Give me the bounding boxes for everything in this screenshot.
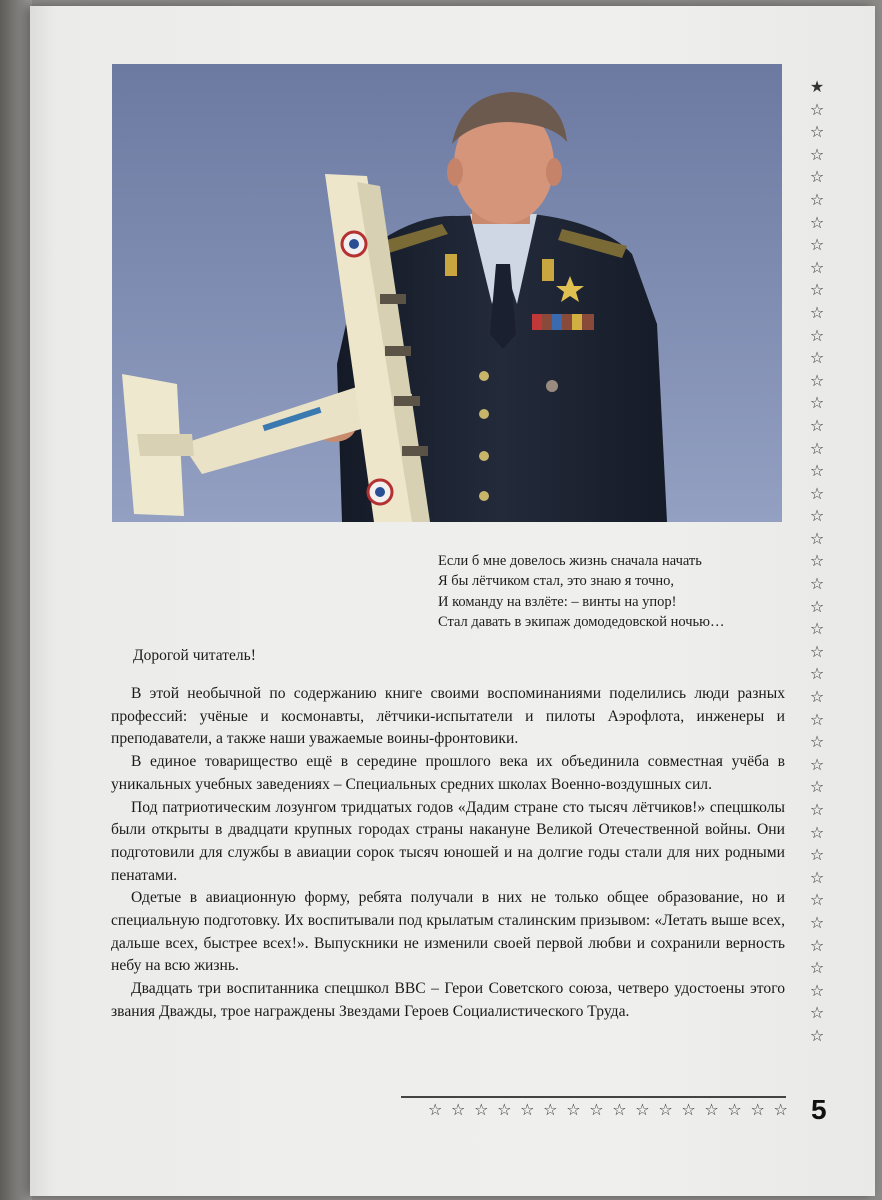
star-outline-icon: ☆	[809, 415, 825, 435]
star-outline-icon: ☆	[809, 257, 825, 277]
star-outline-icon: ☆	[681, 1100, 696, 1119]
star-outline-icon: ☆	[809, 483, 825, 503]
star-outline-icon: ☆	[809, 980, 825, 1000]
star-outline-icon: ☆	[589, 1100, 604, 1119]
star-outline-icon: ☆	[451, 1100, 466, 1119]
star-outline-icon: ☆	[809, 528, 825, 548]
star-outline-icon: ☆	[809, 122, 825, 142]
star-outline-icon: ☆	[809, 754, 825, 774]
star-outline-icon: ☆	[809, 596, 825, 616]
star-outline-icon: ☆	[809, 461, 825, 481]
book-spine-shadow	[0, 0, 32, 1200]
filled-star-icon: ★	[809, 77, 825, 96]
paragraph: Под патриотическим лозунгом тридцатых годов «Дадим стране сто тысяч лётчиков!» спецшколы были открыты в двадцати крупных городах страны накануне Великой Отечественной войны. Они подготовили для службы в авиации сорок тысяч юношей и на долгие годы стали для них родными пенатами.	[111, 798, 785, 884]
star-outline-icon: ☆	[809, 732, 825, 752]
star-outline-icon: ☆	[809, 1025, 825, 1045]
star-outline-icon: ☆	[809, 822, 825, 842]
star-outline-icon: ☆	[809, 167, 825, 187]
photo-illustration	[112, 64, 782, 522]
star-outline-icon: ☆	[809, 302, 825, 322]
star-outline-icon: ☆	[809, 280, 825, 300]
star-outline-icon: ☆	[809, 99, 825, 119]
poem-line: Стал давать в экипаж домодедовской ночью…	[438, 613, 725, 630]
epigraph-poem	[438, 551, 798, 632]
star-outline-icon: ☆	[635, 1100, 650, 1119]
star-outline-icon: ☆	[658, 1100, 673, 1119]
star-outline-icon: ☆	[809, 348, 825, 368]
footer-rule	[401, 1096, 786, 1098]
page-number: 5	[811, 1094, 827, 1125]
star-outline-icon: ☆	[809, 800, 825, 819]
star-outline-icon: ☆	[809, 506, 825, 526]
star-outline-icon: ☆	[809, 890, 825, 910]
star-outline-icon: ☆	[809, 551, 825, 571]
star-outline-icon: ☆	[809, 574, 825, 594]
poem-line: И команду на взлёте: – винты на упор!	[438, 593, 677, 610]
star-outline-icon: ☆	[809, 1003, 825, 1023]
greeting-heading: Дорогой читатель!	[133, 647, 256, 664]
star-outline-icon: ☆	[809, 235, 825, 255]
photo-general-with-model-plane	[112, 64, 782, 522]
star-outline-icon: ☆	[809, 370, 825, 390]
star-outline-icon: ☆	[809, 709, 825, 729]
star-outline-icon: ☆	[809, 189, 825, 209]
star-outline-icon: ☆	[612, 1100, 627, 1119]
star-outline-icon: ☆	[809, 958, 825, 978]
star-outline-icon: ☆	[809, 325, 825, 345]
paragraph: Одетые в авиационную форму, ребята получали в них не только общее образование, но и специальную подготовку. Их воспитывали под крылатым сталинским призывом: «Летать выше всех, дальше всех, быстрее всех!». Выпускники не изменили своей первой любви и сохранили верность небу на всю жизнь.	[111, 889, 785, 975]
star-outline-icon: ☆	[809, 687, 825, 707]
star-outline-icon: ☆	[704, 1100, 719, 1119]
star-outline-icon: ☆	[566, 1100, 581, 1119]
poem-line: Если б мне довелось жизнь сначала начать	[438, 553, 702, 569]
star-outline-icon: ☆	[809, 619, 825, 639]
star-outline-icon: ☆	[543, 1100, 558, 1119]
star-outline-icon: ☆	[809, 212, 825, 232]
star-outline-icon: ☆	[474, 1100, 489, 1119]
star-outline-icon: ☆	[520, 1100, 535, 1119]
star-outline-icon: ☆	[809, 664, 825, 684]
star-outline-icon: ☆	[727, 1100, 742, 1119]
star-column	[806, 76, 828, 1048]
star-outline-icon: ☆	[809, 912, 825, 932]
star-outline-icon: ☆	[809, 393, 825, 413]
star-outline-icon: ☆	[809, 845, 825, 865]
star-outline-icon: ☆	[750, 1100, 765, 1119]
star-outline-icon: ☆	[809, 144, 825, 164]
paragraph: В этой необычной по содержанию книге своими воспоминаниями поделились люди разных профессий: учёные и космонавты, лётчики-испытатели и пилоты Аэрофлота, инженеры и преподаватели, а также наши уважаемые воины-фронтовики.	[111, 685, 785, 748]
body-text	[111, 683, 785, 1024]
star-outline-icon: ☆	[809, 641, 825, 661]
paragraph: В единое товарищество ещё в середине прошлого века их объединила совместная учёба в уникальных учебных заведениях – Специальных средних школах Военно-воздушных сил.	[111, 753, 785, 793]
star-outline-icon: ☆	[497, 1100, 512, 1119]
poem-line: Я бы лётчиком стал, это знаю я точно,	[438, 573, 675, 590]
star-outline-icon: ☆	[809, 867, 825, 887]
star-outline-icon: ☆	[809, 777, 825, 797]
star-outline-icon: ☆	[809, 935, 825, 955]
star-outline-icon: ☆	[428, 1100, 443, 1119]
footer-star-row	[428, 1100, 788, 1119]
paragraph: Двадцать три воспитанника спецшкол ВВС – Герои Советского союза, четверо удостоены этого звания Дважды, трое награждены Звездами Героев Социалистического Труда.	[111, 980, 785, 1020]
star-outline-icon: ☆	[773, 1100, 788, 1119]
star-outline-icon: ☆	[809, 438, 825, 458]
